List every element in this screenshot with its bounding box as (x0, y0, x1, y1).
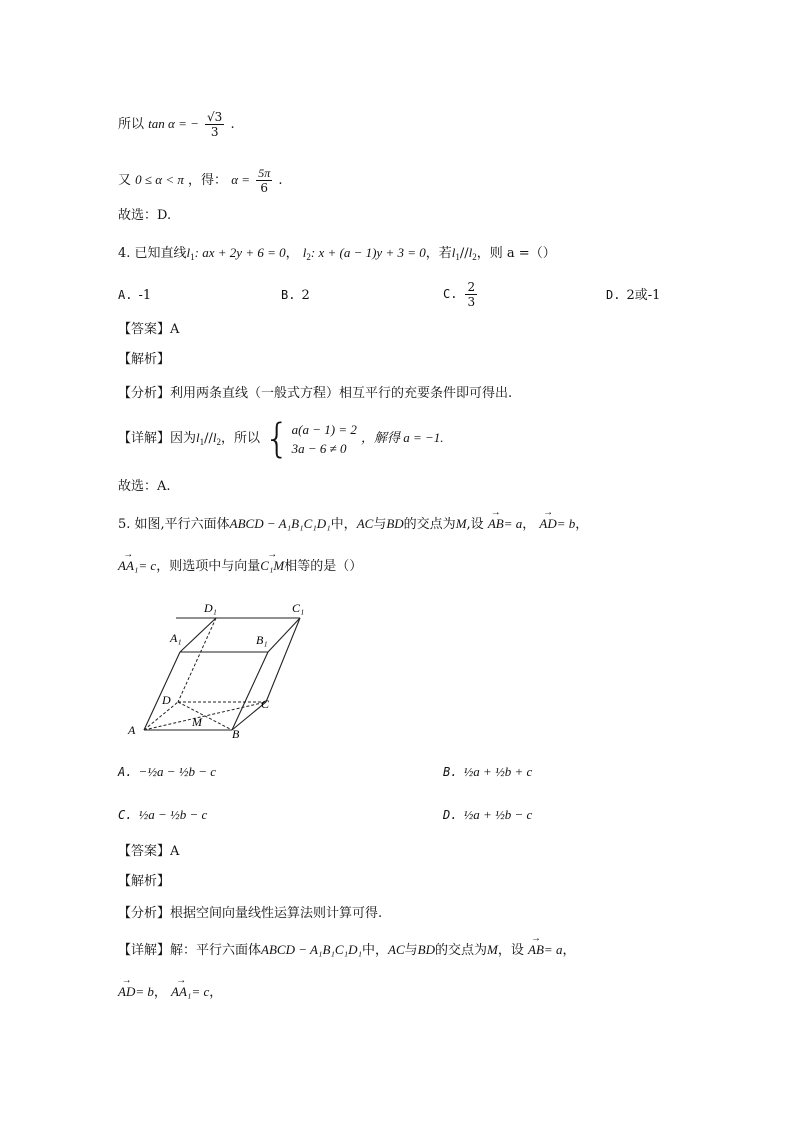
q4-answer: 【答案】A (118, 322, 180, 337)
q4-analysis: 【分析】利用两条直线（一般式方程）相互平行的充要条件即可得出. (118, 386, 513, 401)
five-pi-over-6 (256, 166, 272, 195)
eq-a: = a (543, 942, 563, 957)
period: . (278, 173, 283, 188)
q5-option-c (118, 805, 207, 825)
vector-ab: → AB (528, 940, 544, 960)
stem-text: ,设 (466, 517, 484, 532)
system-row-1: a(a − 1) = 2 (291, 421, 357, 437)
separator: ， (562, 943, 576, 958)
eq-c: = c (138, 558, 157, 573)
edge-c1c (266, 618, 300, 702)
l1-symbol: $l_1$ (186, 245, 195, 262)
label-b1: B₁ (256, 633, 268, 647)
option-label: D. (443, 808, 458, 822)
option-text: ½a − ½b − c (138, 807, 208, 822)
segment-ac: AC (388, 942, 405, 957)
stem-text: 的交点为 (403, 517, 456, 532)
stem-text: 中， (330, 517, 357, 532)
edge-c1b1 (268, 618, 300, 652)
frac-den: 3 (210, 125, 219, 139)
frac-num: 5π (258, 166, 271, 180)
stem-text: 的交点为 (435, 943, 488, 958)
option-label: D. (606, 288, 621, 302)
option-label: A. (118, 765, 133, 779)
option-label: A. (118, 288, 133, 302)
eq-b: = b (135, 984, 154, 999)
option-text: −½a − ½b − c (138, 764, 217, 779)
diag-bd-hidden (178, 702, 232, 730)
q4-mid: ，若 (425, 246, 452, 261)
stem-text: 与 (373, 517, 387, 532)
left-brace-icon: { (264, 415, 290, 462)
q5-option-a (118, 762, 216, 782)
vector-ab: → AB (488, 514, 504, 534)
detail-tail: ， (209, 985, 223, 1000)
label-m: M (192, 715, 202, 729)
option-text: 2或-1 (626, 288, 661, 303)
segment-bd: BD (417, 942, 436, 957)
eq-a: = a (503, 516, 523, 531)
q4-option-b (281, 285, 310, 306)
vector-ad: → AD (539, 514, 556, 534)
parallel-symbol: // (204, 431, 213, 446)
point-m: M (455, 516, 467, 531)
stem-text: 中， (362, 943, 389, 958)
point-m: M (487, 942, 498, 957)
stem-text: 与 (404, 943, 418, 958)
option-text: -1 (138, 288, 152, 303)
vector-aa1: → AA₁ (171, 982, 191, 1002)
separator: ， (497, 943, 511, 958)
detail-end: ，解得 a = −1. (360, 430, 444, 445)
tan-prefix: 所以 (118, 117, 145, 132)
q4-option-c (443, 280, 479, 309)
edge-d1d-hidden (178, 618, 216, 702)
vector-ad: → AD (118, 982, 135, 1002)
q4-stem-start: 4. 已知直线 (118, 246, 187, 261)
q4-detail (118, 415, 444, 462)
option-label: B. (281, 288, 296, 302)
option-text: ½a + ½b + c (463, 764, 533, 779)
q5-stem-line1 (118, 514, 588, 535)
segment-bd: BD (386, 516, 404, 531)
q4-end: ，则 a =（） (476, 246, 556, 261)
option-text: 2 (301, 288, 310, 303)
q5-analysis: 【分析】根据空间向量线性运算法则计算可得. (118, 906, 383, 921)
q5-detail-line2 (118, 982, 222, 1003)
q4-option-d (606, 285, 660, 306)
parallelepiped-figure (120, 596, 320, 744)
frac-num: √3 (207, 110, 223, 124)
range-mid: ，得： (188, 173, 228, 188)
label-c1: C₁ (292, 601, 305, 615)
label-d: D (162, 693, 171, 707)
separator: ， (522, 517, 536, 532)
q5-option-b (443, 762, 532, 782)
edge-a1a (144, 652, 180, 730)
alpha-eq: α = (231, 172, 251, 187)
option-text: ½a + ½b − c (463, 807, 533, 822)
option-label: C. (118, 808, 133, 822)
q5-option-d (443, 805, 532, 825)
l2-symbol: $l_2$ (212, 430, 222, 447)
q4-option-a (118, 285, 151, 306)
solid-name: ABCD − A₁B₁C₁D₁ (229, 516, 331, 531)
range-expr: 0 ≤ α < π (135, 172, 184, 187)
detail-prefix: 【详解】因为 (118, 431, 197, 446)
label-b: B (232, 727, 240, 741)
label-a1: A₁ (170, 631, 182, 645)
solid-name: ABCD − A₁B₁C₁D₁ (261, 942, 363, 957)
label-a: A (128, 723, 136, 737)
vector-aa1: → AA₁ (118, 556, 138, 576)
tan-expr: tan α = − (148, 116, 199, 131)
l1-symbol: $l_1$ (451, 245, 460, 262)
q5-stem-line2 (118, 556, 362, 577)
separator: ， (153, 985, 167, 1000)
range-line (118, 166, 283, 195)
q5-stem-start: 5. 如图,平行六面体 (118, 517, 230, 532)
parallel-symbol: // (459, 246, 469, 261)
l2-symbol: $l_2$ (302, 245, 311, 262)
detail-mid: ，所以 (221, 431, 261, 446)
q5-analysis-title: 【解析】 (118, 874, 171, 889)
eq-c: = c (191, 984, 210, 999)
q5-detail-line1: 【详解】解：平行六面体ABCD − A₁B₁C₁D₁中，AC与BD的交点为M，设 → AB= a， (118, 940, 575, 961)
l1-expr: : ax + 2y + 6 = 0 (194, 245, 286, 260)
frac-den: 3 (467, 295, 476, 309)
q4-stem: 4. 已知直线$l_1$: ax + 2y + 6 = 0， $l_2$: x + (a − 1)y + 3 = 0，若$l_1//l_2$，则 a =（） (118, 245, 556, 262)
label-c: C (261, 697, 270, 711)
intro-choice: 故选：D. (118, 208, 172, 223)
q5-answer: 【答案】A (118, 844, 180, 859)
two-thirds (465, 280, 477, 309)
l2-expr: : x + (a − 1)y + 3 = 0 (310, 245, 426, 260)
frac-num: 2 (467, 280, 476, 294)
edge-b1b (232, 652, 268, 730)
period: . (230, 117, 235, 132)
vector-c1m: → C₁M (260, 556, 284, 576)
stem-text: ，则选项中与向量 (156, 559, 261, 574)
option-label: C. (443, 287, 458, 301)
stem-text: 相等的是（） (284, 559, 363, 574)
l1-symbol: $l_1$ (196, 430, 205, 447)
equation-system (264, 415, 357, 462)
tan-line (118, 110, 235, 139)
q4-analysis-title: 【解析】 (118, 352, 171, 367)
option-label: B. (443, 765, 458, 779)
separator: ， (575, 517, 589, 532)
label-d1: D₁ (204, 601, 217, 615)
edge-a1d1 (180, 618, 216, 652)
detail-prefix: 【详解】解：平行六面体 (118, 943, 262, 958)
eq-b: = b (556, 516, 576, 531)
segment-ac: AC (356, 516, 374, 531)
l2-symbol: $l_2$ (468, 245, 477, 262)
sqrt3-over-3 (205, 110, 224, 139)
q4-choice: 故选：A. (118, 479, 171, 494)
frac-den: 6 (260, 181, 269, 195)
system-row-2: 3a − 6 ≠ 0 (291, 440, 347, 456)
range-prefix: 又 (118, 173, 132, 188)
